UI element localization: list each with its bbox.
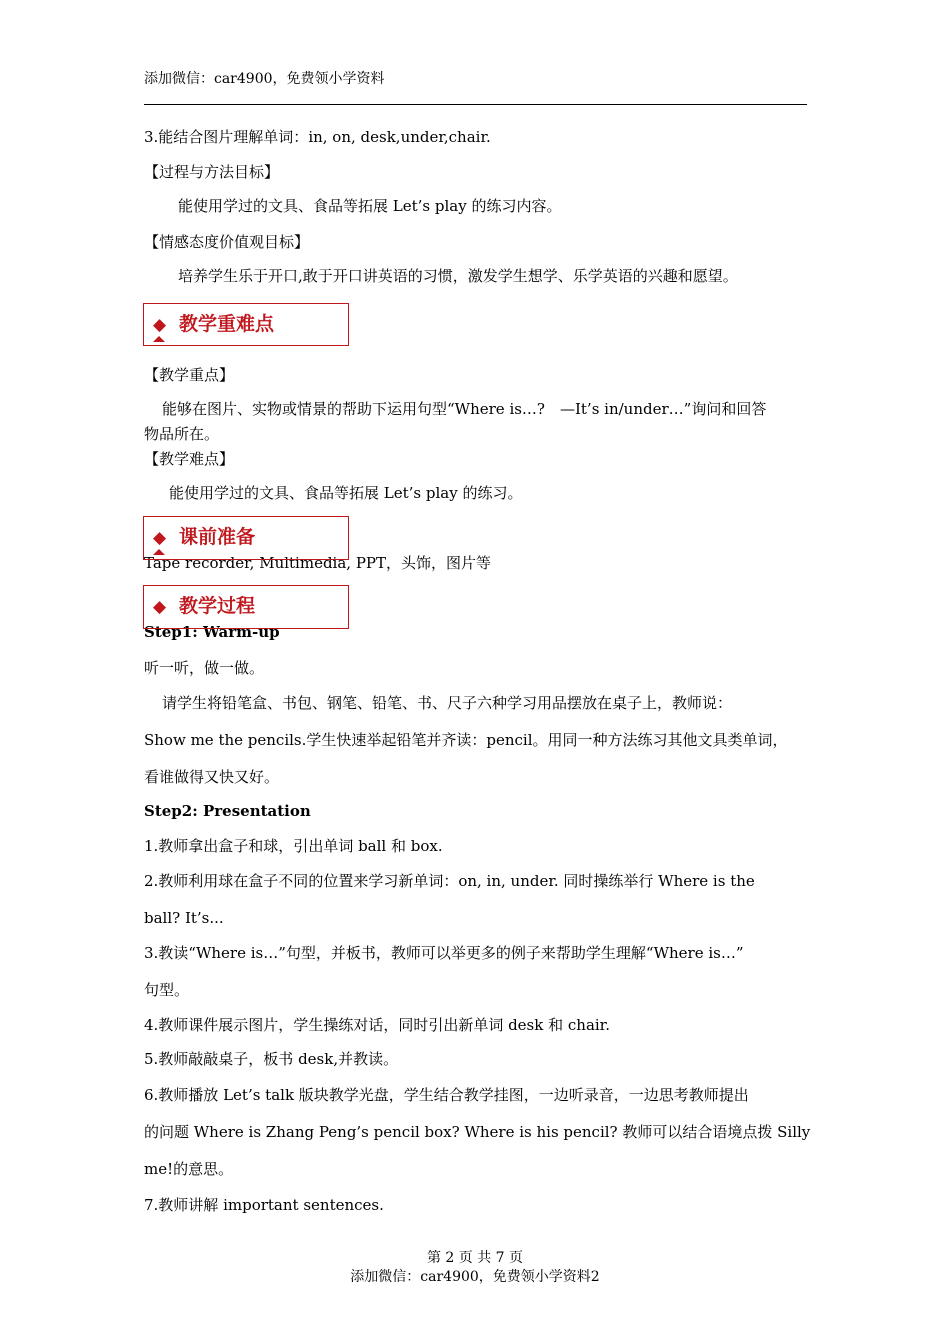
process-goal-text: 能使用学过的文具、食品等拓展 Let’s play 的练习内容。 (178, 197, 562, 215)
diamond-icon: ◆ (153, 597, 167, 617)
presentation-item-6b: 的问题 Where is Zhang Peng’s pencil box? Where is his pencil? 教师可以结合语境点拨 Silly (144, 1123, 811, 1141)
presentation-item-7: 7.教师讲解 important sentences. (144, 1196, 384, 1214)
presentation-item-3b: 句型。 (144, 981, 190, 999)
section-heading-title: 教学重难点 (179, 313, 275, 335)
presentation-item-1: 1.教师拿出盒子和球，引出单词 ball 和 box. (144, 837, 443, 855)
presentation-item-3a: 3.教读“Where is…”句型，并板书，教师可以举更多的例子来帮助学生理解“Where is…” (144, 944, 744, 962)
difficulty-text: 能使用学过的文具、食品等拓展 Let’s play 的练习。 (169, 484, 523, 502)
emotion-goal-title: 【情感态度价值观目标】 (144, 233, 310, 251)
section-heading-key-points (143, 303, 349, 346)
step1-title: Step1: Warm-up (144, 623, 280, 641)
triangle-marker-icon (153, 336, 165, 342)
objective-3: 3.能结合图片理解单词：in, on, desk,under,chair. (144, 128, 491, 146)
section-heading-title: 教学过程 (179, 595, 256, 617)
presentation-item-4: 4.教师课件展示图片，学生操练对话，同时引出新单词 desk 和 chair. (144, 1016, 610, 1034)
section-heading-preparation (143, 516, 349, 560)
step1-line-2: 请学生将铅笔盒、书包、钢笔、铅笔、书、尺子六种学习用品摆放在桌子上，教师说： (162, 694, 733, 712)
footer-page-number: 第 2 页 共 7 页 (426, 1250, 524, 1266)
presentation-item-6c: me!的意思。 (144, 1160, 234, 1178)
step2-title: Step2: Presentation (144, 802, 311, 820)
step1-line-4: 看谁做得又快又好。 (144, 768, 280, 786)
header-divider (144, 104, 807, 105)
presentation-item-6a: 6.教师播放 Let’s talk 版块教学光盘，学生结合教学挂图，一边听录音，一边思考教师提出 (144, 1086, 749, 1104)
key-point-title: 【教学重点】 (144, 366, 235, 384)
emotion-goal-text: 培养学生乐于开口,敢于开口讲英语的习惯，激发学生想学、乐学英语的兴趣和愿望。 (178, 267, 738, 285)
key-point-text-1: 能够在图片、实物或情景的帮助下运用句型“Where is…? —It’s in/under…”询问和回答 (162, 400, 767, 418)
step1-line-1: 听一听，做一做。 (144, 659, 265, 677)
difficulty-title: 【教学难点】 (144, 450, 235, 468)
key-point-text-2: 物品所在。 (144, 425, 220, 443)
footer-text: 添加微信：car4900，免费领小学资料2 (350, 1269, 600, 1285)
presentation-item-2b: ball? It’s... (144, 909, 224, 927)
presentation-item-5: 5.教师敲敲桌子，板书 desk,并教读。 (144, 1050, 399, 1068)
header-text: 添加微信：car4900，免费领小学资料 (144, 71, 385, 87)
diamond-icon: ◆ (153, 528, 167, 548)
step1-line-3: Show me the pencils.学生快速举起铅笔并齐读：pencil。用同一种方法练习其他文具类单词， (144, 731, 788, 749)
section-heading-process (143, 585, 349, 629)
presentation-item-2a: 2.教师利用球在盒子不同的位置来学习新单词：on, in, under. 同时操练举行 Where is the (144, 872, 755, 890)
preparation-text: Tape recorder, Multimedia, PPT，头饰，图片等 (144, 554, 492, 572)
process-goal-title: 【过程与方法目标】 (144, 163, 280, 181)
diamond-icon: ◆ (153, 315, 167, 335)
triangle-marker-icon (153, 549, 165, 555)
section-heading-title: 课前准备 (179, 526, 256, 548)
